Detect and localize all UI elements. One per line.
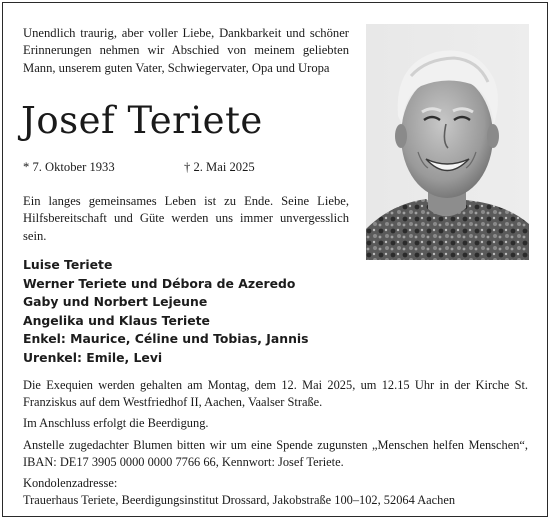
mourner-line: Enkel: Maurice, Céline und Tobias, Jannis <box>23 331 309 347</box>
birth-date: * 7. Oktober 1933 <box>23 160 115 174</box>
exequies-text: Die Exequien werden gehalten am Montag, dem 12. Mai 2025, um 12.15 Uhr in der Kirche St. Franziskus auf dem Westfriedhof II, Aachen, Vaalser Straße. <box>23 378 528 410</box>
mourner-line: Gaby und Norbert Lejeune <box>23 294 208 310</box>
service-information <box>23 377 528 509</box>
obituary-notice <box>2 2 548 517</box>
burial-text: Im Anschluss erfolgt die Beerdigung. <box>23 416 209 431</box>
mourner-line: Luise Teriete <box>23 257 113 272</box>
death-date: † 2. Mai 2025 <box>184 160 255 174</box>
condolence-address: Trauerhaus Teriete, Beerdigungsinstitut Drossard, Jakobstraße 100–102, 52064 Aachen <box>23 493 456 508</box>
intro-text: Unendlich traurig, aber voller Liebe, Dankbarkeit und schöner Erinnerungen nehmen wir Abschied von meinem geliebten Mann, unserem guten Vater, Schwiegervater, Opa und Uropa <box>23 26 349 75</box>
mourners-list <box>23 256 353 368</box>
portrait-photo <box>366 24 529 260</box>
donation-text: Anstelle zugedachter Blumen bitten wir um eine Spende zugunsten „Menschen helfen Menschen“, IBAN: DE17 3905 0000 0000 7766 66, Kennwort: Josef Teriete. <box>23 437 528 469</box>
portrait-illustration <box>366 24 529 260</box>
mourner-line: Werner Teriete und Débora de Azeredo <box>23 275 296 291</box>
condolence-label: Kondolenzadresse: <box>23 476 118 491</box>
tribute-text: Ein langes gemeinsames Leben ist zu Ende. Seine Liebe, Hilfsbereitschaft und Güte werden uns immer unvergesslich sein. <box>23 194 349 243</box>
life-dates <box>23 160 255 175</box>
mourner-line: Angelika und Klaus Teriete <box>23 312 210 328</box>
deceased-name: Josef Teriete <box>21 99 263 142</box>
mourner-line: Urenkel: Emile, Levi <box>23 349 163 365</box>
